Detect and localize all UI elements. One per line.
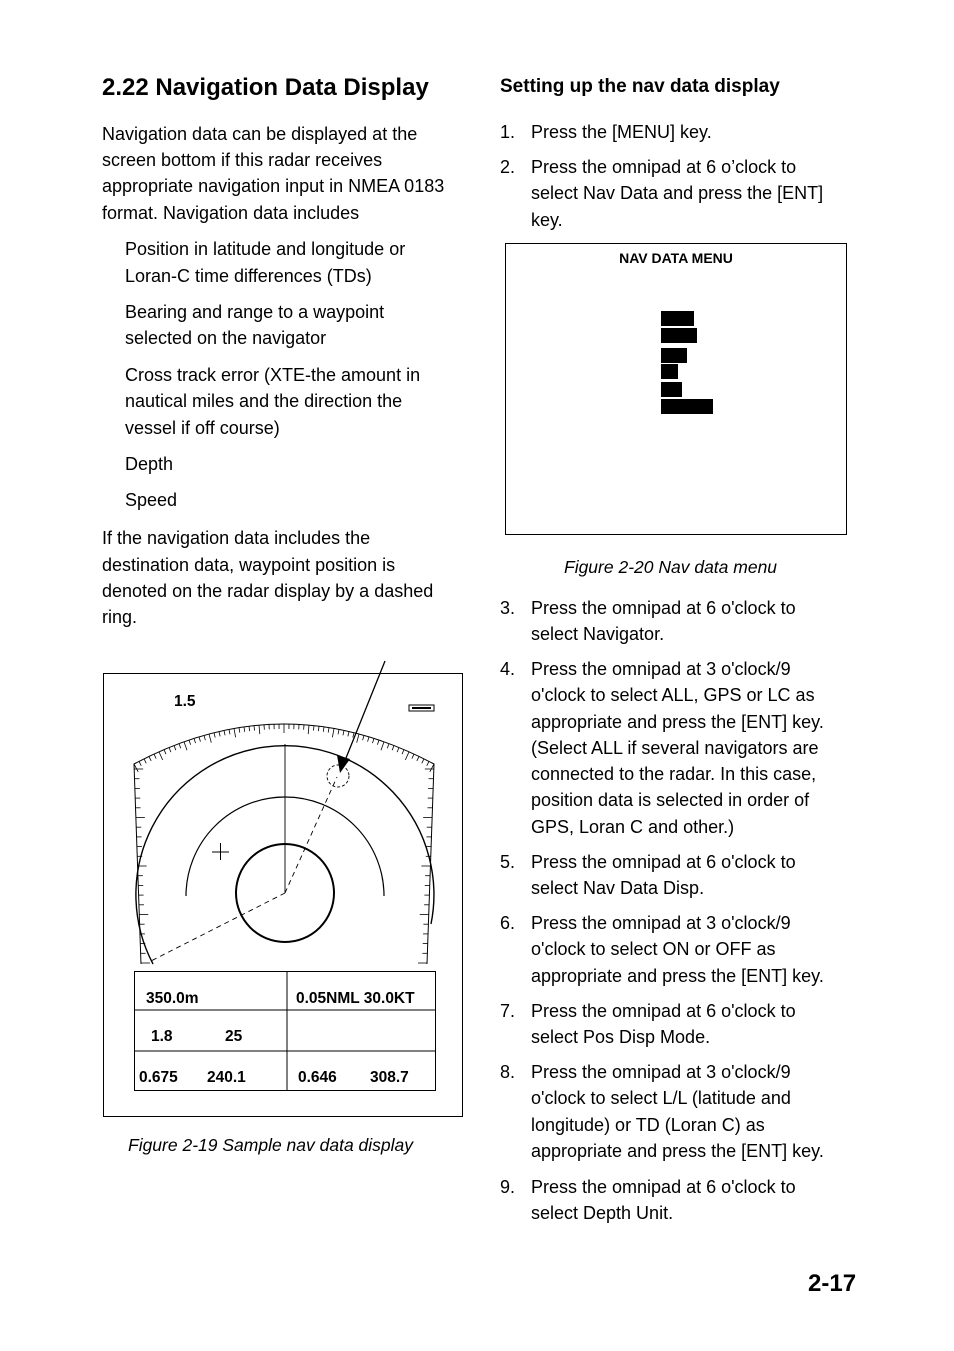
radar-display (104, 674, 462, 974)
step-line: select Depth Unit. (531, 1203, 674, 1224)
range-value: 350.0m (146, 990, 199, 1007)
step-line: Press the [MENU] key. (531, 122, 712, 142)
step-line: select Pos Disp Mode. (531, 1027, 711, 1048)
step-item (500, 656, 840, 840)
xte-speed-value: 0.05NML 30.0KT (296, 990, 415, 1007)
figure-caption-menu: Figure 2-20 Nav data menu (564, 557, 778, 577)
nav-data-menu-figure (505, 243, 847, 535)
step-line: (Select ALL if several navigators are (531, 737, 819, 758)
step-item (500, 1059, 840, 1164)
step-text (531, 119, 841, 145)
step-line: select Navigator. (531, 624, 665, 645)
list-item: Cross track error (XTE-the amount in (125, 365, 421, 385)
step-text (531, 910, 841, 989)
menu-title: NAV DATA MENU (619, 250, 733, 266)
ebl-dashed-line (149, 893, 285, 962)
step-line: position data is selected in order of (531, 790, 810, 811)
step-line: Press the omnipad at 6 o'clock to (531, 852, 796, 872)
step-number: 5. (500, 852, 516, 872)
step-item (500, 849, 840, 902)
menu-item-bar (661, 348, 687, 363)
step-line: Press the omnipad at 3 o'clock/9 (531, 913, 791, 933)
step-item (500, 998, 840, 1051)
list-item: selected on the navigator (125, 328, 327, 348)
step-item (500, 154, 840, 233)
step-line: appropriate and press the [ENT] key. (531, 965, 824, 986)
menu-item-bar (661, 382, 682, 397)
step-line: GPS, Loran C and other.) (531, 816, 735, 837)
list-item: Bearing and range to a waypoint (125, 302, 385, 322)
step-text (531, 595, 841, 648)
menu-item-bar (661, 328, 697, 343)
section-heading: 2.22 Navigation Data Display (102, 74, 429, 101)
subsection-heading: Setting up the nav data display (500, 76, 780, 97)
step-number: 4. (500, 659, 516, 679)
step-number: 9. (500, 1177, 516, 1197)
step-line: Press the omnipad at 6 o'clock to (531, 1177, 796, 1197)
waypoint-course-line (285, 777, 337, 893)
step-number: 7. (500, 1001, 516, 1021)
step-text (531, 154, 841, 233)
step-text (531, 1059, 841, 1164)
step-line: key. (531, 209, 563, 230)
step-line: o'clock to select ON or OFF as (531, 939, 776, 960)
page-number: 2-17 (808, 1270, 857, 1297)
step-number: 8. (500, 1062, 516, 1082)
row3-value-b: 240.1 (207, 1069, 246, 1086)
list-item: nautical miles and the direction the (125, 391, 403, 411)
step-number: 1. (500, 122, 516, 142)
list-item: Depth (125, 454, 174, 474)
row3-value-c: 0.646 (298, 1069, 337, 1086)
step-text (531, 849, 841, 902)
step-line: Press the omnipad at 3 o'clock/9 (531, 659, 791, 679)
step-item (500, 119, 840, 145)
step-text (531, 1174, 841, 1227)
step-number: 2. (500, 157, 516, 177)
step-number: 6. (500, 913, 516, 933)
step-item (500, 595, 840, 648)
step-line: appropriate and press the [ENT] key. (531, 1140, 824, 1161)
figure-caption-radar: Figure 2-19 Sample nav data display (128, 1135, 414, 1155)
step-line: Press the omnipad at 6 o’clock to (531, 157, 797, 177)
list-item: vessel if off course) (125, 418, 280, 438)
step-number: 3. (500, 598, 516, 618)
list-item: Speed (125, 490, 178, 510)
menu-item-bar (661, 364, 678, 379)
row3-value-a: 0.675 (139, 1069, 178, 1086)
step-line: Press the omnipad at 3 o'clock/9 (531, 1062, 791, 1082)
list-item: Position in latitude and longitude or (125, 239, 406, 259)
step-line: o'clock to select ALL, GPS or LC as (531, 685, 815, 706)
row2-value-b: 25 (225, 1028, 243, 1045)
list-item: Loran-C time differences (TDs) (125, 266, 372, 286)
row3-value-d: 308.7 (370, 1069, 409, 1086)
waypoint-ring (327, 765, 349, 787)
step-line: appropriate and press the [ENT] key. (531, 711, 824, 732)
nav-data-table (134, 971, 436, 1091)
radar-figure (103, 673, 463, 1117)
step-text (531, 998, 841, 1051)
step-line: longitude) or TD (Loran C) as (531, 1114, 765, 1135)
step-line: Press the omnipad at 6 o'clock to (531, 1001, 796, 1021)
row2-value-a: 1.8 (151, 1028, 173, 1045)
step-text (531, 656, 841, 840)
step-line: o'clock to select L/L (latitude and (531, 1088, 791, 1109)
step-item (500, 1174, 840, 1227)
range-label: 1.5 (174, 693, 196, 710)
menu-item-bar (661, 311, 694, 326)
step-line: select Nav Data Disp. (531, 878, 705, 899)
menu-item-bar (661, 399, 713, 414)
step-line: select Nav Data and press the [ENT] (531, 183, 824, 204)
step-item (500, 910, 840, 989)
step-line: Press the omnipad at 6 o'clock to (531, 598, 796, 618)
step-line: connected to the radar. In this case, (531, 764, 817, 785)
